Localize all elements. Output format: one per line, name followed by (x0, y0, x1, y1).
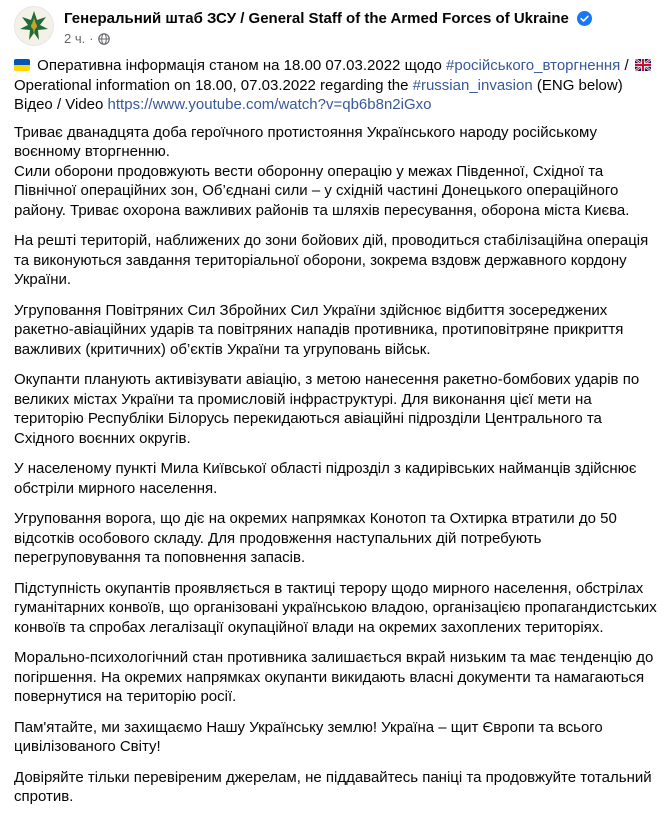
paragraph: Підступність окупантів проявляється в тактиці терору щодо мирного населення, обстрілах гуманітарних конвоїв, що організовані українською владою, організацією пропагандистських конвоїв та спробах легалізації окупаційної влади на окремих захоплених територіях. (14, 579, 657, 636)
post-meta (64, 31, 110, 46)
verified-badge-icon (577, 11, 592, 26)
video-link[interactable]: https://www.youtube.com/watch?v=qb6b8n2iGxo (107, 96, 432, 113)
globe-icon[interactable] (98, 33, 110, 45)
post-content (14, 56, 659, 818)
post-timestamp[interactable]: 2 ч. (64, 31, 86, 46)
paragraph: Довіряйте тільки перевіреним джерелам, не піддавайтесь паніці та продовжуйте тотальний спротив. (14, 768, 652, 805)
page-avatar[interactable] (14, 6, 54, 46)
ukraine-flag-icon (14, 59, 30, 71)
paragraph: Морально-психологічний стан противника залишається вкрай низьким та має тенденцію до погіршення. На окремих напрямках окупанти викидають власні документи та намагаються повернутися на територію росії. (14, 649, 654, 705)
intro-text: Оперативна інформація станом на 18.00 07.03.2022 щодо (37, 57, 447, 74)
paragraph: Окупанти планують активізувати авіацію, з метою нанесення ракетно-бомбових ударів по великих містах України та промисловій інфраструктурі. Для виконання цієї мети на територію Республіки Білорусь перекидаються авіаційні підрозділи Центрального та Східного воєнних округів. (14, 371, 640, 447)
post-header (14, 4, 657, 50)
paragraph: На решті територій, наближених до зони бойових дій, проводиться стабілізаційна операція та виконуються завдання територіальної оборони, зокрема вздовж державного кордону України. (14, 232, 649, 288)
paragraph: Угруповання Повітряних Сил Збройних Сил України здійснює відбиття зосереджених ракетно-авіаційних ударів та повітряних нападів противника, протиповітряне прикриття важливих (критичних) об’єктів України та угруповань військ. (14, 301, 624, 358)
paragraph: Пам'ятайте, ми захищаємо Нашу Українську землю! Україна – щит Європи та всього цивілізованого Світу! (14, 718, 603, 755)
hashtag-ua-link[interactable]: #російського_вторгнення (446, 57, 621, 74)
meta-separator: · (89, 31, 94, 46)
paragraph-text: Сили оборони продовжують вести оборонну операцію у межах Південної, Східної та Північної операційних зон, Об’єднані сили – у східній частині Донецького операційного району. Триває охорона важливих районів та шляхів пересування, оборона міста Києва. (14, 162, 630, 219)
general-staff-emblem-icon (15, 7, 53, 45)
author-name[interactable]: Генеральний штаб ЗСУ / General Staff of the Armed Forces of Ukraine (64, 10, 569, 27)
hashtag-en-link[interactable]: #russian_invasion (412, 76, 533, 94)
paragraph-text: Триває дванадцята доба героїчного протистояння Українського народу російському воєнному вторгненню. (14, 123, 597, 160)
intro-video-label: (ENG below) Відео / Video (14, 76, 623, 113)
intro-text-en: Operational information on 18.00, 07.03.2022 regarding the (14, 76, 413, 94)
intro-separator: / (620, 57, 633, 74)
uk-flag-icon (635, 59, 651, 71)
author-line (64, 10, 592, 30)
paragraph: У населеному пункті Мила Київської області підрозділ з кадирівських найманців здійснює обстріли мирного населення. (14, 460, 637, 497)
paragraph (14, 123, 659, 221)
paragraph: Угруповання ворога, що діє на окремих напрямках Конотоп та Охтирка втратили до 50 відсотків особового складу. Для продовження наступальних дій потребують перегруповування та поповнення запасів. (14, 510, 617, 566)
intro-paragraph (14, 56, 659, 115)
